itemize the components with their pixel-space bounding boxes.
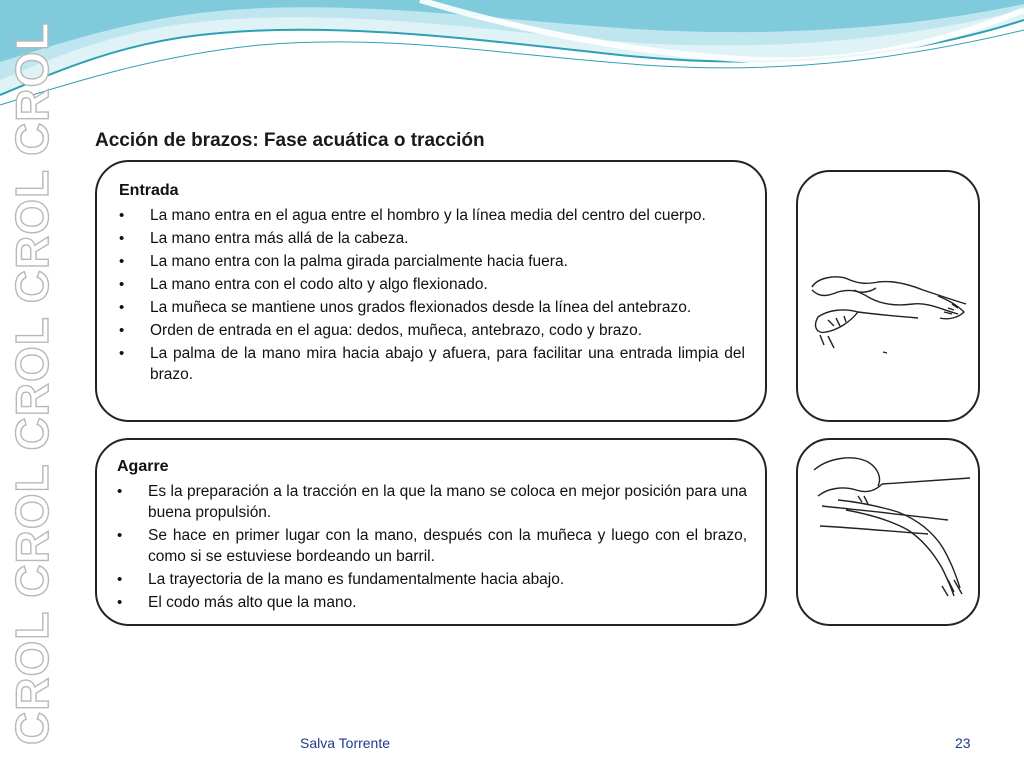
page-number: 23 <box>955 735 971 751</box>
list-item: • La mano entra con el codo alto y algo flexionado. <box>119 274 745 295</box>
side-watermark-band <box>0 0 58 768</box>
slide-title: Acción de brazos: Fase acuática o tracción <box>95 130 485 151</box>
header-wave-decoration <box>0 0 1024 130</box>
list-item: • El codo más alto que la mano. <box>117 592 747 613</box>
list-item: • La muñeca se mantiene unos grados flexionados desde la línea del antebrazo. <box>119 297 745 318</box>
list-item: • La palma de la mano mira hacia abajo y afuera, para facilitar una entrada limpia del brazo. <box>119 343 745 385</box>
hand-catch-sketch <box>798 440 978 624</box>
entrada-bullet-list <box>119 205 745 387</box>
side-watermark-text: CROL CROL CROL CROL CROL <box>6 21 58 745</box>
hand-entry-sketch <box>798 172 978 420</box>
list-item: • Orden de entrada en el agua: dedos, muñeca, antebrazo, codo y brazo. <box>119 320 745 341</box>
agarre-heading: Agarre <box>117 458 169 475</box>
agarre-illustration-box <box>796 438 980 626</box>
footer-author: Salva Torrente <box>300 735 391 751</box>
agarre-section-box <box>95 438 767 626</box>
list-item: • La mano entra en el agua entre el hombro y la línea media del centro del cuerpo. <box>119 205 745 226</box>
list-item: • La trayectoria de la mano es fundamentalmente hacia abajo. <box>117 569 747 590</box>
agarre-bullet-list <box>117 481 747 615</box>
entrada-heading: Entrada <box>119 182 179 199</box>
entrada-illustration-box <box>796 170 980 422</box>
list-item: • La mano entra más allá de la cabeza. <box>119 228 745 249</box>
list-item: • La mano entra con la palma girada parcialmente hacia fuera. <box>119 251 745 272</box>
entrada-section-box <box>95 160 767 422</box>
list-item: • Se hace en primer lugar con la mano, después con la muñeca y luego con el brazo, como si se estuviese bordeando un barril. <box>117 525 747 567</box>
list-item: • Es la preparación a la tracción en la que la mano se coloca en mejor posición para una buena propulsión. <box>117 481 747 523</box>
